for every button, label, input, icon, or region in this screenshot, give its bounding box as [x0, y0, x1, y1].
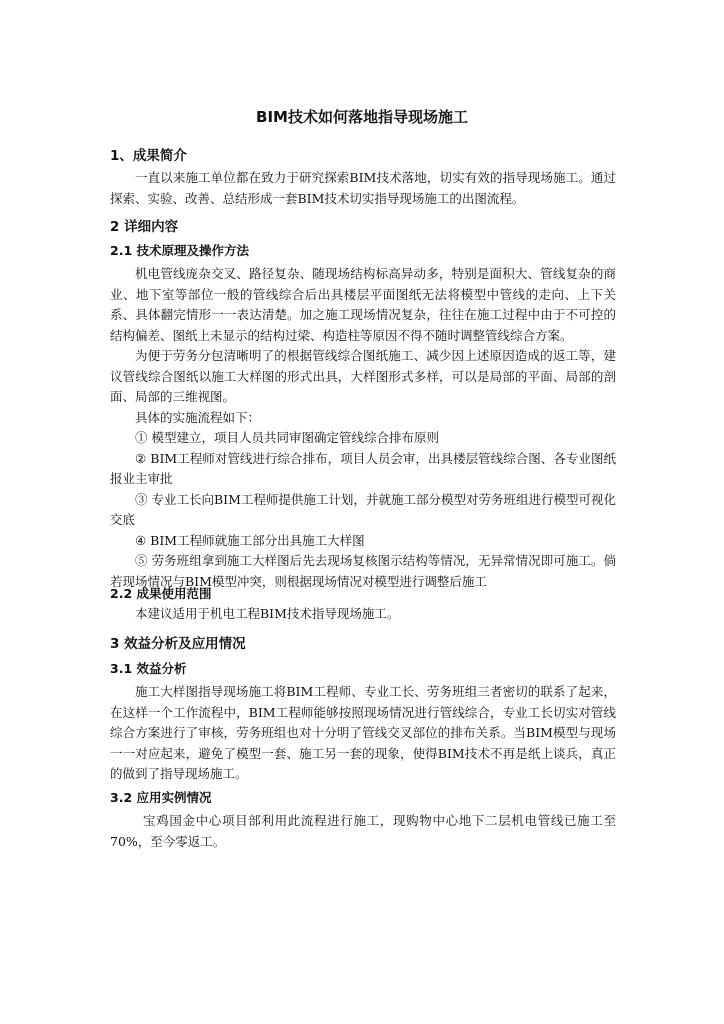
- process-step-4: ④ BIM工程师就施工部分出具施工大样图: [135, 532, 365, 548]
- section-2-heading: 2 详细内容: [110, 219, 179, 235]
- scope-paragraph: 本建议适用于机电工程BIM技术指导现场施工。: [135, 606, 400, 621]
- section-1-paragraph: [110, 168, 616, 209]
- principle-paragraph-2: 为便于劳务分包清晰明了的根据管线综合图纸施工、减少因上述原因造成的返工等，建议管线综合图纸以施工大样图的形式出具，大样图形式多样，可以是局部的平面、局部的剖面、局部的三维视图。: [110, 348, 616, 404]
- intro-paragraph: 一直以来施工单位都在致力于研究探索BIM技术落地，切实有效的指导现场施工。通过探索、实验、改善、总结形成一套BIM技术切实指导现场施工的出图流程。: [110, 170, 616, 206]
- process-step-3: ③ 专业工长向BIM工程师提供施工计划，并就施工部分模型对劳务班组进行模型可视化交底: [110, 491, 616, 527]
- principle-paragraph-1: 机电管线庞杂交叉、路径复杂、随现场结构标高异动多，特别是面积大、管线复杂的商业、地下室等部位一般的管线综合后出具楼层平面图纸无法将模型中管线的走向、上下关系、具体翻完情形一一表达清楚。加之施工现场情况复杂，往往在施工过程中由于不可控的结构偏差、图纸上未显示的结构过梁、构造柱等原因不得不随时调整管线综合方案。: [110, 266, 616, 343]
- section-2-1-heading: 2.1 技术原理及操作方法: [110, 243, 249, 258]
- section-3-1-heading: 3.1 效益分析: [110, 661, 187, 676]
- process-intro: 具体的实施流程如下：: [135, 409, 261, 425]
- section-2-2-body: [110, 604, 616, 625]
- process-step-2: ② BIM工程师对管线进行综合排布，项目人员会审，出具楼层管线综合图、各专业图纸报业主审批: [110, 450, 616, 486]
- process-step-5: ⑤ 劳务班组拿到施工大样图后先去现场复核图示结构等情况，无异常情况即可施工。倘若现场情况与BIM模型冲突，则根据现场情况对模型进行调整后施工: [110, 553, 616, 589]
- section-3-2-heading: 3.2 应用实例情况: [110, 790, 212, 805]
- section-1-heading: 1、成果简介: [110, 148, 187, 164]
- document-title: BIM技术如何落地指导现场施工: [256, 108, 468, 126]
- section-2-1-body: [110, 264, 616, 592]
- section-3-2-body: [110, 811, 616, 852]
- case-paragraph: 宝鸡国金中心项目部利用此流程进行施工，现购物中心地下二层机电管线已施工至70%，至今零返工。: [110, 813, 616, 849]
- section-3-heading: 3 效益分析及应用情况: [110, 636, 246, 652]
- section-2-2-heading: 2.2 成果使用范围: [110, 586, 212, 601]
- process-step-1: ① 模型建立，项目人员共同审图确定管线综合排布原则: [135, 430, 439, 445]
- benefit-paragraph: 施工大样图指导现场施工将BIM工程师、专业工长、劳务班组三者密切的联系了起来，在这样一个工作流程中，BIM工程师能够按照现场情况进行管线综合，专业工长切实对管线综合方案进行了审核，劳务班组也对十分明了管线交叉部位的排布关系。当BIM模型与现场一一对应起来，避免了模型一套、施工另一套的现象，使得BIM技术不再是纸上谈兵，真正的做到了指导现场施工。: [110, 684, 616, 781]
- section-3-1-body: [110, 682, 616, 785]
